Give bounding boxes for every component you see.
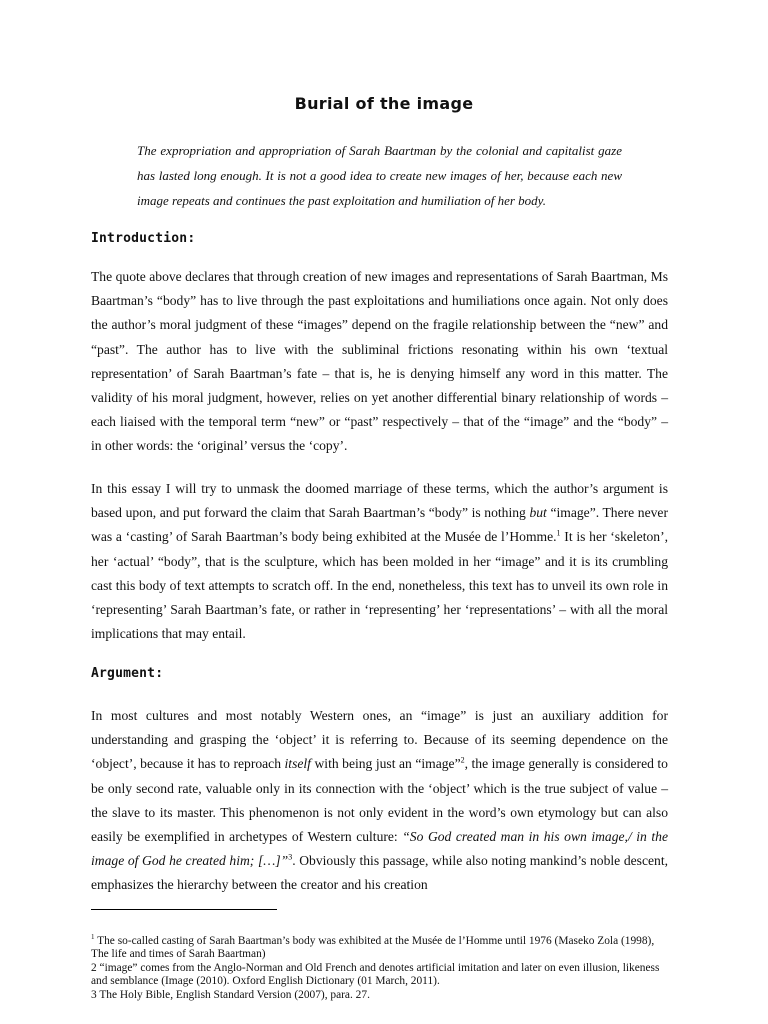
introduction-heading: Introduction: [91,231,196,246]
p2-text-a: In this essay I will try to unmask the doomed marriage of these terms, which the author’s argument is based upon, and put forward the claim that Sarah Baartman’s “body” is nothing [91,481,668,521]
introduction-paragraph-2 [91,477,668,646]
p2-text-b: “image”. There never was a ‘casting’ of Sarah Baartman’s body being exhibited at the Musée de l’Homme. [91,505,668,545]
p2-text-c: It is her ‘skeleton’, her ‘actual’ “body”, that is the sculpture, which has been molded in her “image” and it is its crumbling cast this body of text attempts to scratch off. In the end, nonetheless, this text has to unveil its own role in ‘representing’ Sarah Baartman’s fate, or rather in ‘representing’ her ‘representations’ – with all the moral implications that may entail. [91,529,669,642]
footnote-3: 3 The Holy Bible, English Standard Version (2007), para. 27. [91,988,370,1001]
footnote-ref-2: 2 [460,755,465,765]
document-title: Burial of the image [294,94,474,113]
p3-bible-quote: “So God created man in his own image,/ in the image of God he created him; […]” [91,829,668,869]
footnote-ref-1: 1 [556,528,561,538]
p3-text-a: In most cultures and most notably Western ones, an “image” is just an auxiliary addition for understanding and grasping the ‘object’ it is referring to. Because of its seeming dependence on the ‘object’, because it has to reproach [91,708,668,772]
p3-text-d: . Obviously this passage, while also noting mankind’s noble descent, emphasizes the hierarchy between the creator and his creation [91,853,668,893]
argument-paragraph-1 [91,704,668,898]
footnote-ref-3: 3 [288,852,293,862]
p3-emphasis-itself: itself [284,756,311,772]
footnote-2: 2 “image” comes from the Anglo-Norman and Old French and denotes artificial imitation and later on even illusion, likeness and semblance (Image (2010). Oxford English Dictionary (01 March, 2011). [91,961,660,988]
footnote-divider [91,909,277,910]
footnote-1-text: The so-called casting of Sarah Baartman’s body was exhibited at the Musée de l’Homme until 1976 (Maseko Zola (1998), The life and times of Sarah Baartman) [91,935,655,961]
introduction-paragraph-1: The quote above declares that through creation of new images and representations of Sarah Baartman, Ms Baartman’s “body” has to live through the past exploitations and humiliations once again. Not only does the author’s moral judgment of these “images” depend on the fragile relationship between the “new” and “past”. The author has to live with the subliminal frictions resonating within his own ‘textual representation’ of Sarah Baartman’s fate – that is, he is denying himself any word in this matter. The validity of his moral judgment, however, relies on yet another differential binary relationship of words – each liaised with the temporal term “new” or “past” respectively – that of the “image” and the “body” – in other words: the ‘original’ versus the ‘copy’. [91,269,668,454]
p3-text-b: with being just an “image” [310,756,461,772]
p2-emphasis: but [529,505,547,521]
epigraph-quote: The expropriation and appropriation of Sarah Baartman by the colonial and capitalist gaze has lasted long enough. It is not a good idea to create new images of her, because each new image repeats and continues the past exploitation and humiliation of her body. [137,143,622,208]
argument-heading: Argument: [91,666,164,681]
p3-text-c: , the image generally is considered to be only second rate, valuable only in its connection with the ‘object’ which is the true subject of value – the slave to its master. This phenomenon is not only evident in the word’s own etymology but can also easily be exemplified in archetypes of Western culture: [91,756,668,845]
footnote-1-number: 1 [91,933,95,942]
footnote-1 [91,935,671,962]
footnotes [91,935,671,1002]
